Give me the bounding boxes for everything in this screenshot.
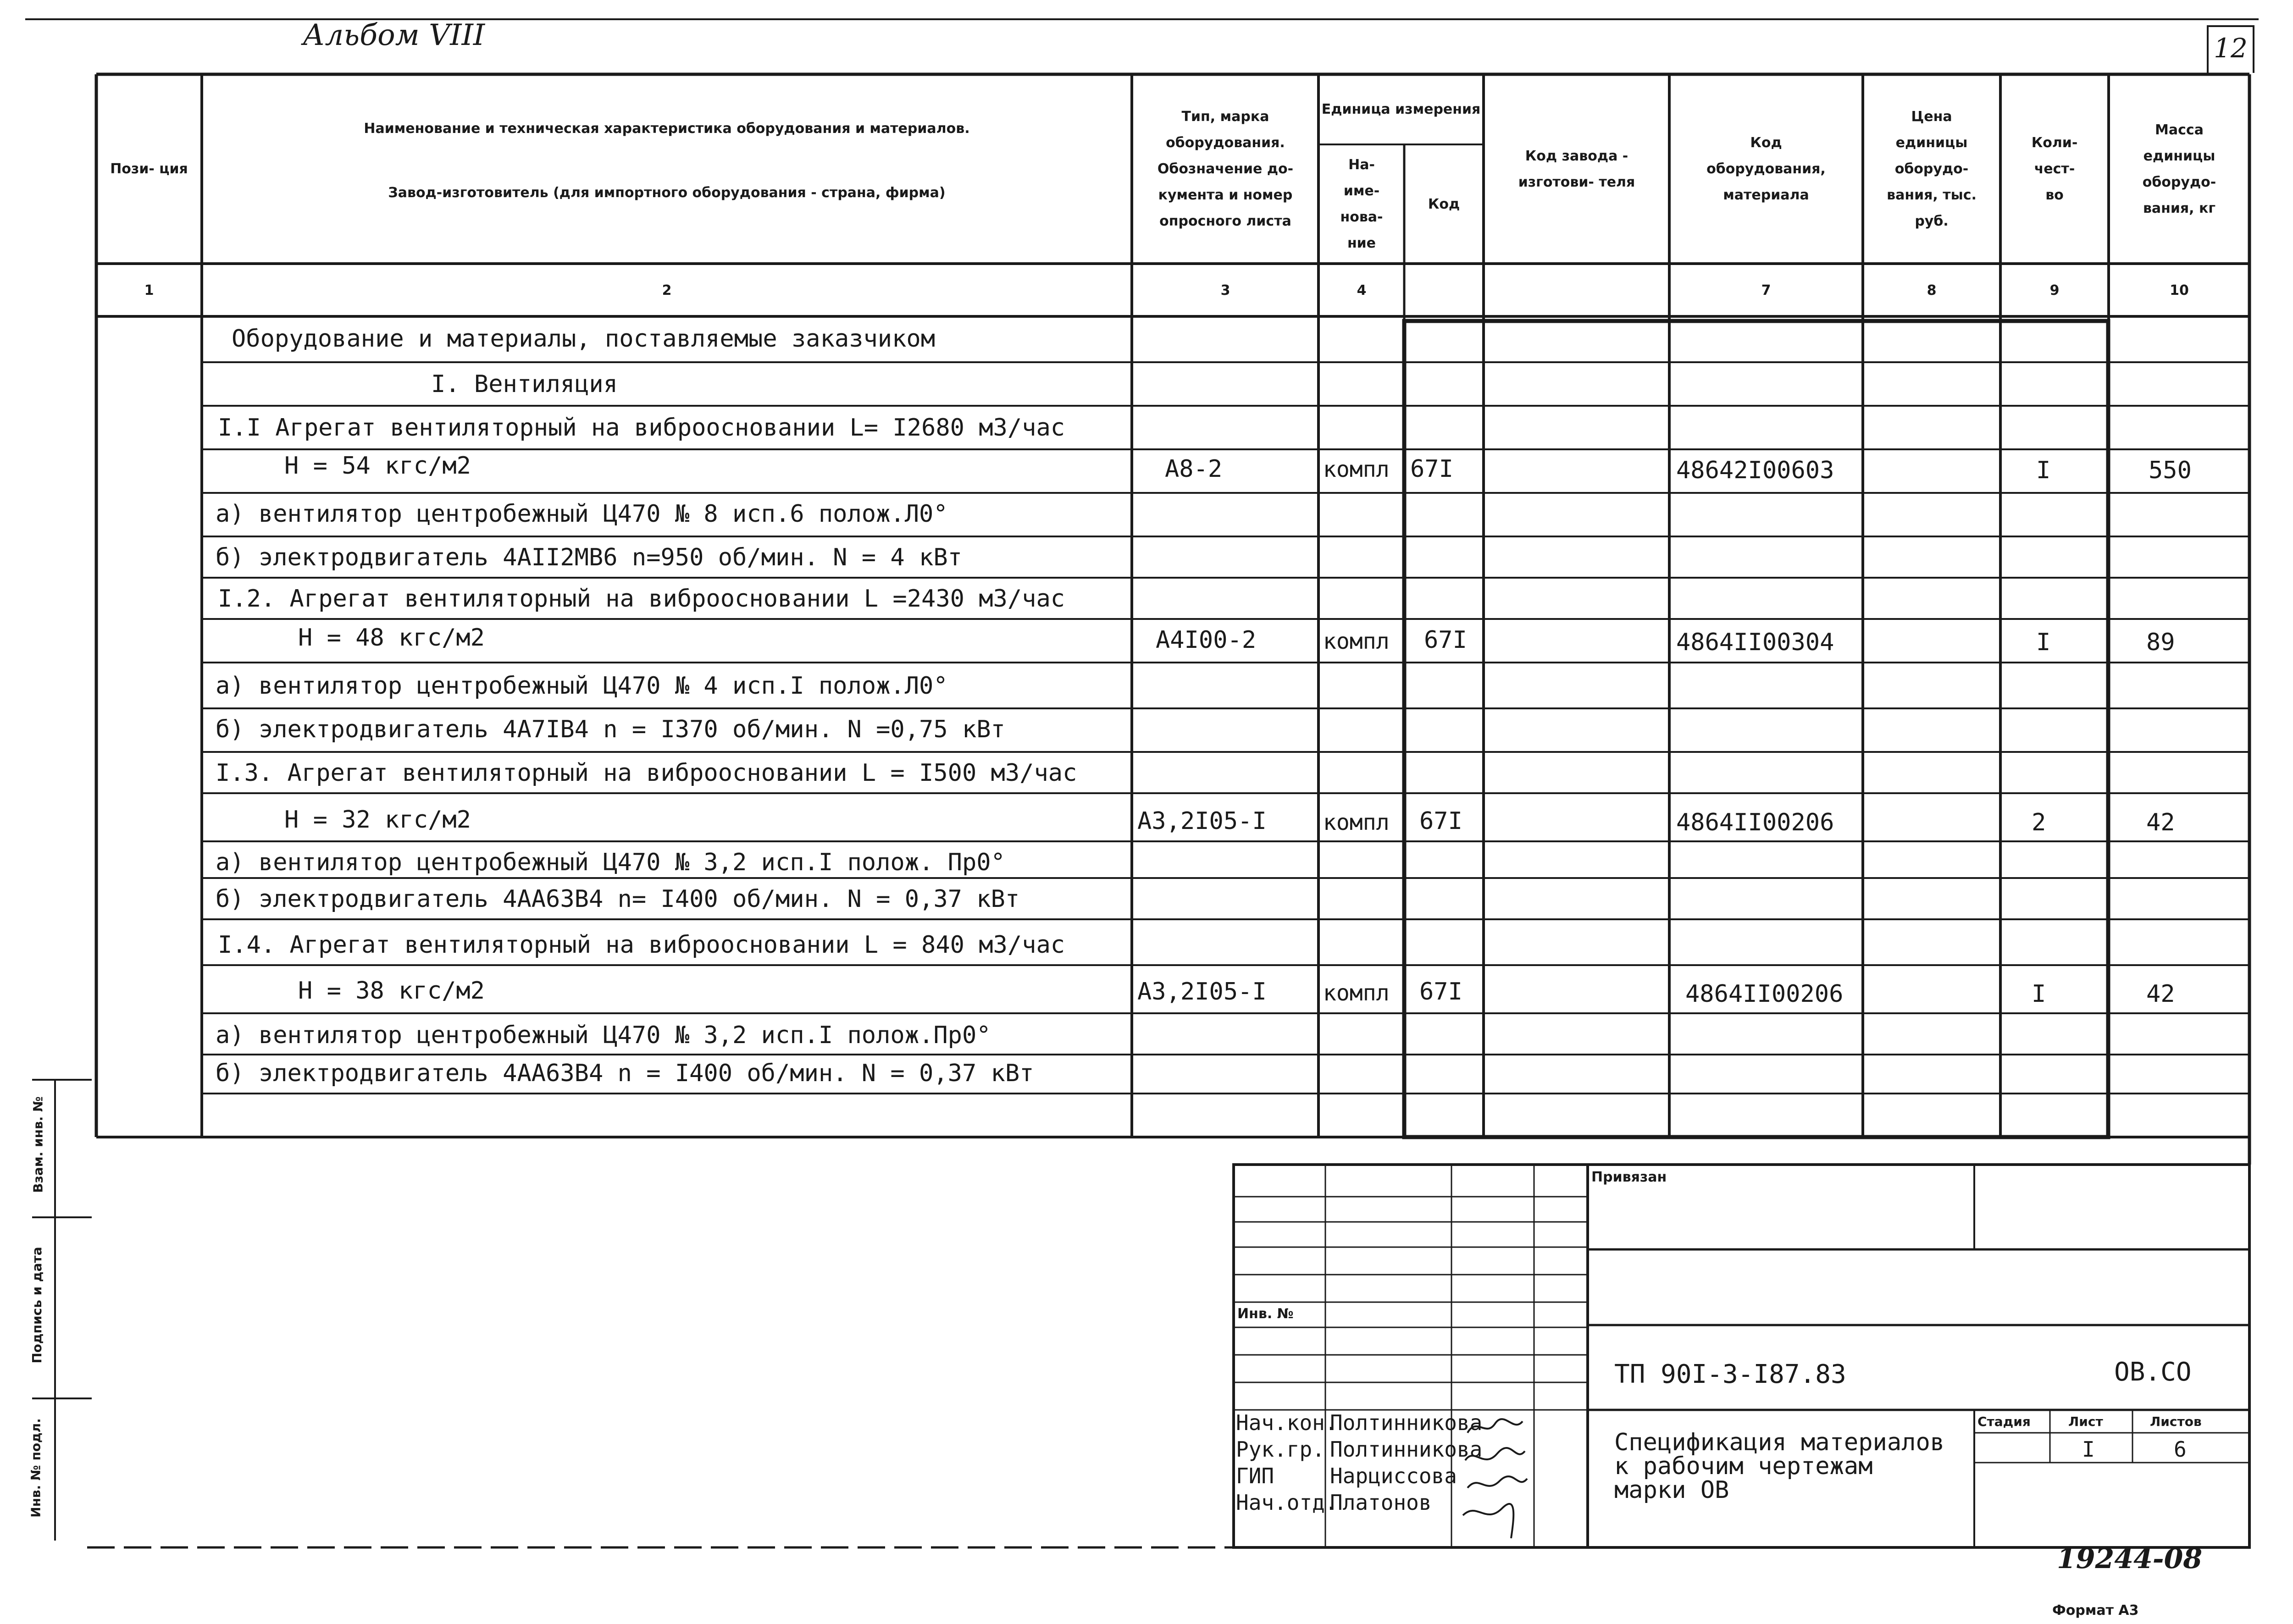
row-16-mass: 42 xyxy=(2146,980,2175,1008)
col-number-9: 9 xyxy=(2049,282,2060,298)
row-12-equip: 4864II00206 xyxy=(1676,809,1834,836)
stamp-linked: Привязан xyxy=(1591,1169,1667,1185)
person-3-name: Нарциссова xyxy=(1330,1464,1457,1488)
signature-1 xyxy=(1468,1419,1523,1433)
person-2-role: Рук.гр. xyxy=(1236,1437,1325,1462)
row-8-code: 67I xyxy=(1424,626,1467,654)
row-12-code: 67I xyxy=(1419,807,1462,835)
signature-3 xyxy=(1468,1476,1527,1488)
row-4-code: 67I xyxy=(1410,455,1453,483)
header-mass: Масса единицы оборудо- вания, кг xyxy=(2142,122,2216,216)
row-2-name: I. Вентиляция xyxy=(431,370,618,398)
row-16-equip: 4864II00206 xyxy=(1685,980,1844,1008)
row-4-qty: I xyxy=(2036,457,2051,484)
person-1-role: Нач.кон. xyxy=(1236,1410,1338,1435)
header-price: Цена единицы оборудо- вания, тыс. руб. xyxy=(1887,109,1977,229)
row-4-mass: 550 xyxy=(2149,457,2192,484)
header-name: Наименование и техническая характеристика оборудования и материалов. xyxy=(364,120,970,137)
row-16-unit: компл xyxy=(1323,980,1390,1006)
side-label-orig-text: Инв. № подл. xyxy=(28,1418,44,1518)
header-position: Пози- ция xyxy=(110,161,188,177)
person-4-role: Нач.отд. xyxy=(1236,1490,1338,1515)
side-label-orig xyxy=(22,1401,50,1538)
row-7-name: I.2. Агрегат вентиляторный на виброосновании L =2430 м3/час xyxy=(218,585,1065,613)
person-1-name: Полтинникова xyxy=(1330,1410,1483,1435)
row-16-qty: I xyxy=(2032,980,2046,1008)
col-number-4: 4 xyxy=(1357,282,1367,298)
page-number: 12 xyxy=(2214,33,2248,64)
row-12-name: H = 32 кгс/м2 xyxy=(284,806,471,834)
header-type: Тип, марка оборудования. Обозначение до- кумента и номер опросного листа xyxy=(1157,109,1294,229)
stamp-sheet-label: Лист xyxy=(2068,1414,2103,1429)
header-plant-code: Код завода - изготови- теля xyxy=(1518,148,1635,190)
signatures xyxy=(1458,1414,1532,1543)
person-2-name: Полтинникова xyxy=(1330,1437,1483,1462)
row-12-unit: компл xyxy=(1323,810,1390,835)
person-3-role: ГИП xyxy=(1236,1464,1274,1488)
stamp-doc-code: ТП 90I-3-I87.83 xyxy=(1614,1359,1846,1389)
row-15-name: I.4. Агрегат вентиляторный на виброосновании L = 840 м3/час xyxy=(218,931,1065,959)
row-14-name: б) электродвигатель 4АА63В4 n= I400 об/мин. N = 0,37 кВт xyxy=(216,885,1020,913)
album-title: Альбом VIII xyxy=(303,18,485,52)
row-16-type: А3,2I05-I xyxy=(1137,978,1267,1005)
format-label: Формат А3 xyxy=(2052,1602,2139,1618)
row-6-name: б) электродвигатель 4АII2МВ6 n=950 об/мин. N = 4 кВт xyxy=(216,544,962,571)
side-label-inv-text: Взам. инв. № xyxy=(30,1096,46,1193)
person-4-name: Платонов xyxy=(1330,1490,1432,1515)
row-16-code: 67I xyxy=(1419,978,1462,1005)
header-equip-code: Код оборудования, материала xyxy=(1706,135,1826,203)
col-number-2: 2 xyxy=(662,282,672,298)
signature-4 xyxy=(1463,1504,1513,1538)
stamp-stage-label: Стадия xyxy=(1977,1414,2031,1429)
row-11-name: I.3. Агрегат вентиляторный на виброосновании L = I500 м3/час xyxy=(216,759,1077,787)
header-manufacturer: Завод-изготовитель (для импортного оборудования - страна, фирма) xyxy=(388,184,946,201)
row-9-name: а) вентилятор центробежный Ц470 № 4 исп.I полож.Л0° xyxy=(216,672,948,700)
signature-2 xyxy=(1465,1448,1525,1460)
side-label-inv xyxy=(22,1082,50,1215)
row-1-name: Оборудование и материалы, поставляемые заказчиком xyxy=(232,325,936,353)
row-13-name: а) вентилятор центробежный Ц470 № 3,2 исп.I полож. Пр0° xyxy=(216,849,1005,876)
stamp-title-line-1: Спецификация материалов xyxy=(1614,1429,1945,1456)
stamp-sheet: I xyxy=(2082,1437,2095,1462)
stamp-title-line-3: марки ОВ xyxy=(1614,1476,1729,1504)
row-16-name: H = 38 кгс/м2 xyxy=(298,977,485,1005)
row-8-mass: 89 xyxy=(2146,629,2175,656)
row-12-mass: 42 xyxy=(2146,809,2175,836)
row-8-equip: 4864II00304 xyxy=(1676,629,1834,656)
header-unit-code: Код xyxy=(1428,196,1460,212)
row-5-name: а) вентилятор центробежный Ц470 № 8 исп.6 полож.Л0° xyxy=(216,500,948,528)
row-8-type: А4I00-2 xyxy=(1156,626,1257,654)
stamp-inv-no: Инв. № xyxy=(1237,1306,1294,1322)
side-label-sign xyxy=(22,1220,50,1396)
row-17-name: а) вентилятор центробежный Ц470 № 3,2 исп.I полож.Пр0° xyxy=(216,1022,991,1049)
stamp-sheets-label: Листов xyxy=(2150,1414,2202,1429)
row-12-qty: 2 xyxy=(2032,809,2046,836)
row-3-name: I.I Агрегат вентиляторный на виброосновании L= I2680 м3/час xyxy=(218,414,1065,442)
stamp-sheets: 6 xyxy=(2174,1437,2187,1462)
header-unit-name: На- име- нова- ние xyxy=(1340,157,1383,251)
row-4-equip: 48642I00603 xyxy=(1676,457,1834,484)
footer-number: 19244-08 xyxy=(2057,1543,2203,1575)
col-number-10: 10 xyxy=(2170,282,2189,298)
row-4-type: А8-2 xyxy=(1165,455,1223,483)
col-number-7: 7 xyxy=(1761,282,1771,298)
header-unit: Единица измерения xyxy=(1321,101,1481,117)
stamp-title-line-2: к рабочим чертежам xyxy=(1614,1453,1873,1480)
col-number-3: 3 xyxy=(1220,282,1230,298)
row-4-unit: компл xyxy=(1323,457,1390,482)
row-4-name: H = 54 кгс/м2 xyxy=(284,452,471,480)
col-number-8: 8 xyxy=(1927,282,1937,298)
side-label-sign-text: Подпись и дата xyxy=(29,1247,44,1364)
row-10-name: б) электродвигатель 4А7IВ4 n = I370 об/мин. N =0,75 кВт xyxy=(216,716,1005,743)
stamp-mark: ОВ.СО xyxy=(2114,1357,2192,1387)
header-qty: Коли- чест- во xyxy=(2031,135,2078,203)
col-number-1: 1 xyxy=(144,282,154,298)
row-8-name: H = 48 кгс/м2 xyxy=(298,624,485,652)
row-12-type: А3,2I05-I xyxy=(1137,807,1267,835)
row-18-name: б) электродвигатель 4АА63В4 n = I400 об/мин. N = 0,37 кВт xyxy=(216,1060,1034,1087)
row-8-unit: компл xyxy=(1323,629,1390,654)
row-8-qty: I xyxy=(2036,629,2051,656)
